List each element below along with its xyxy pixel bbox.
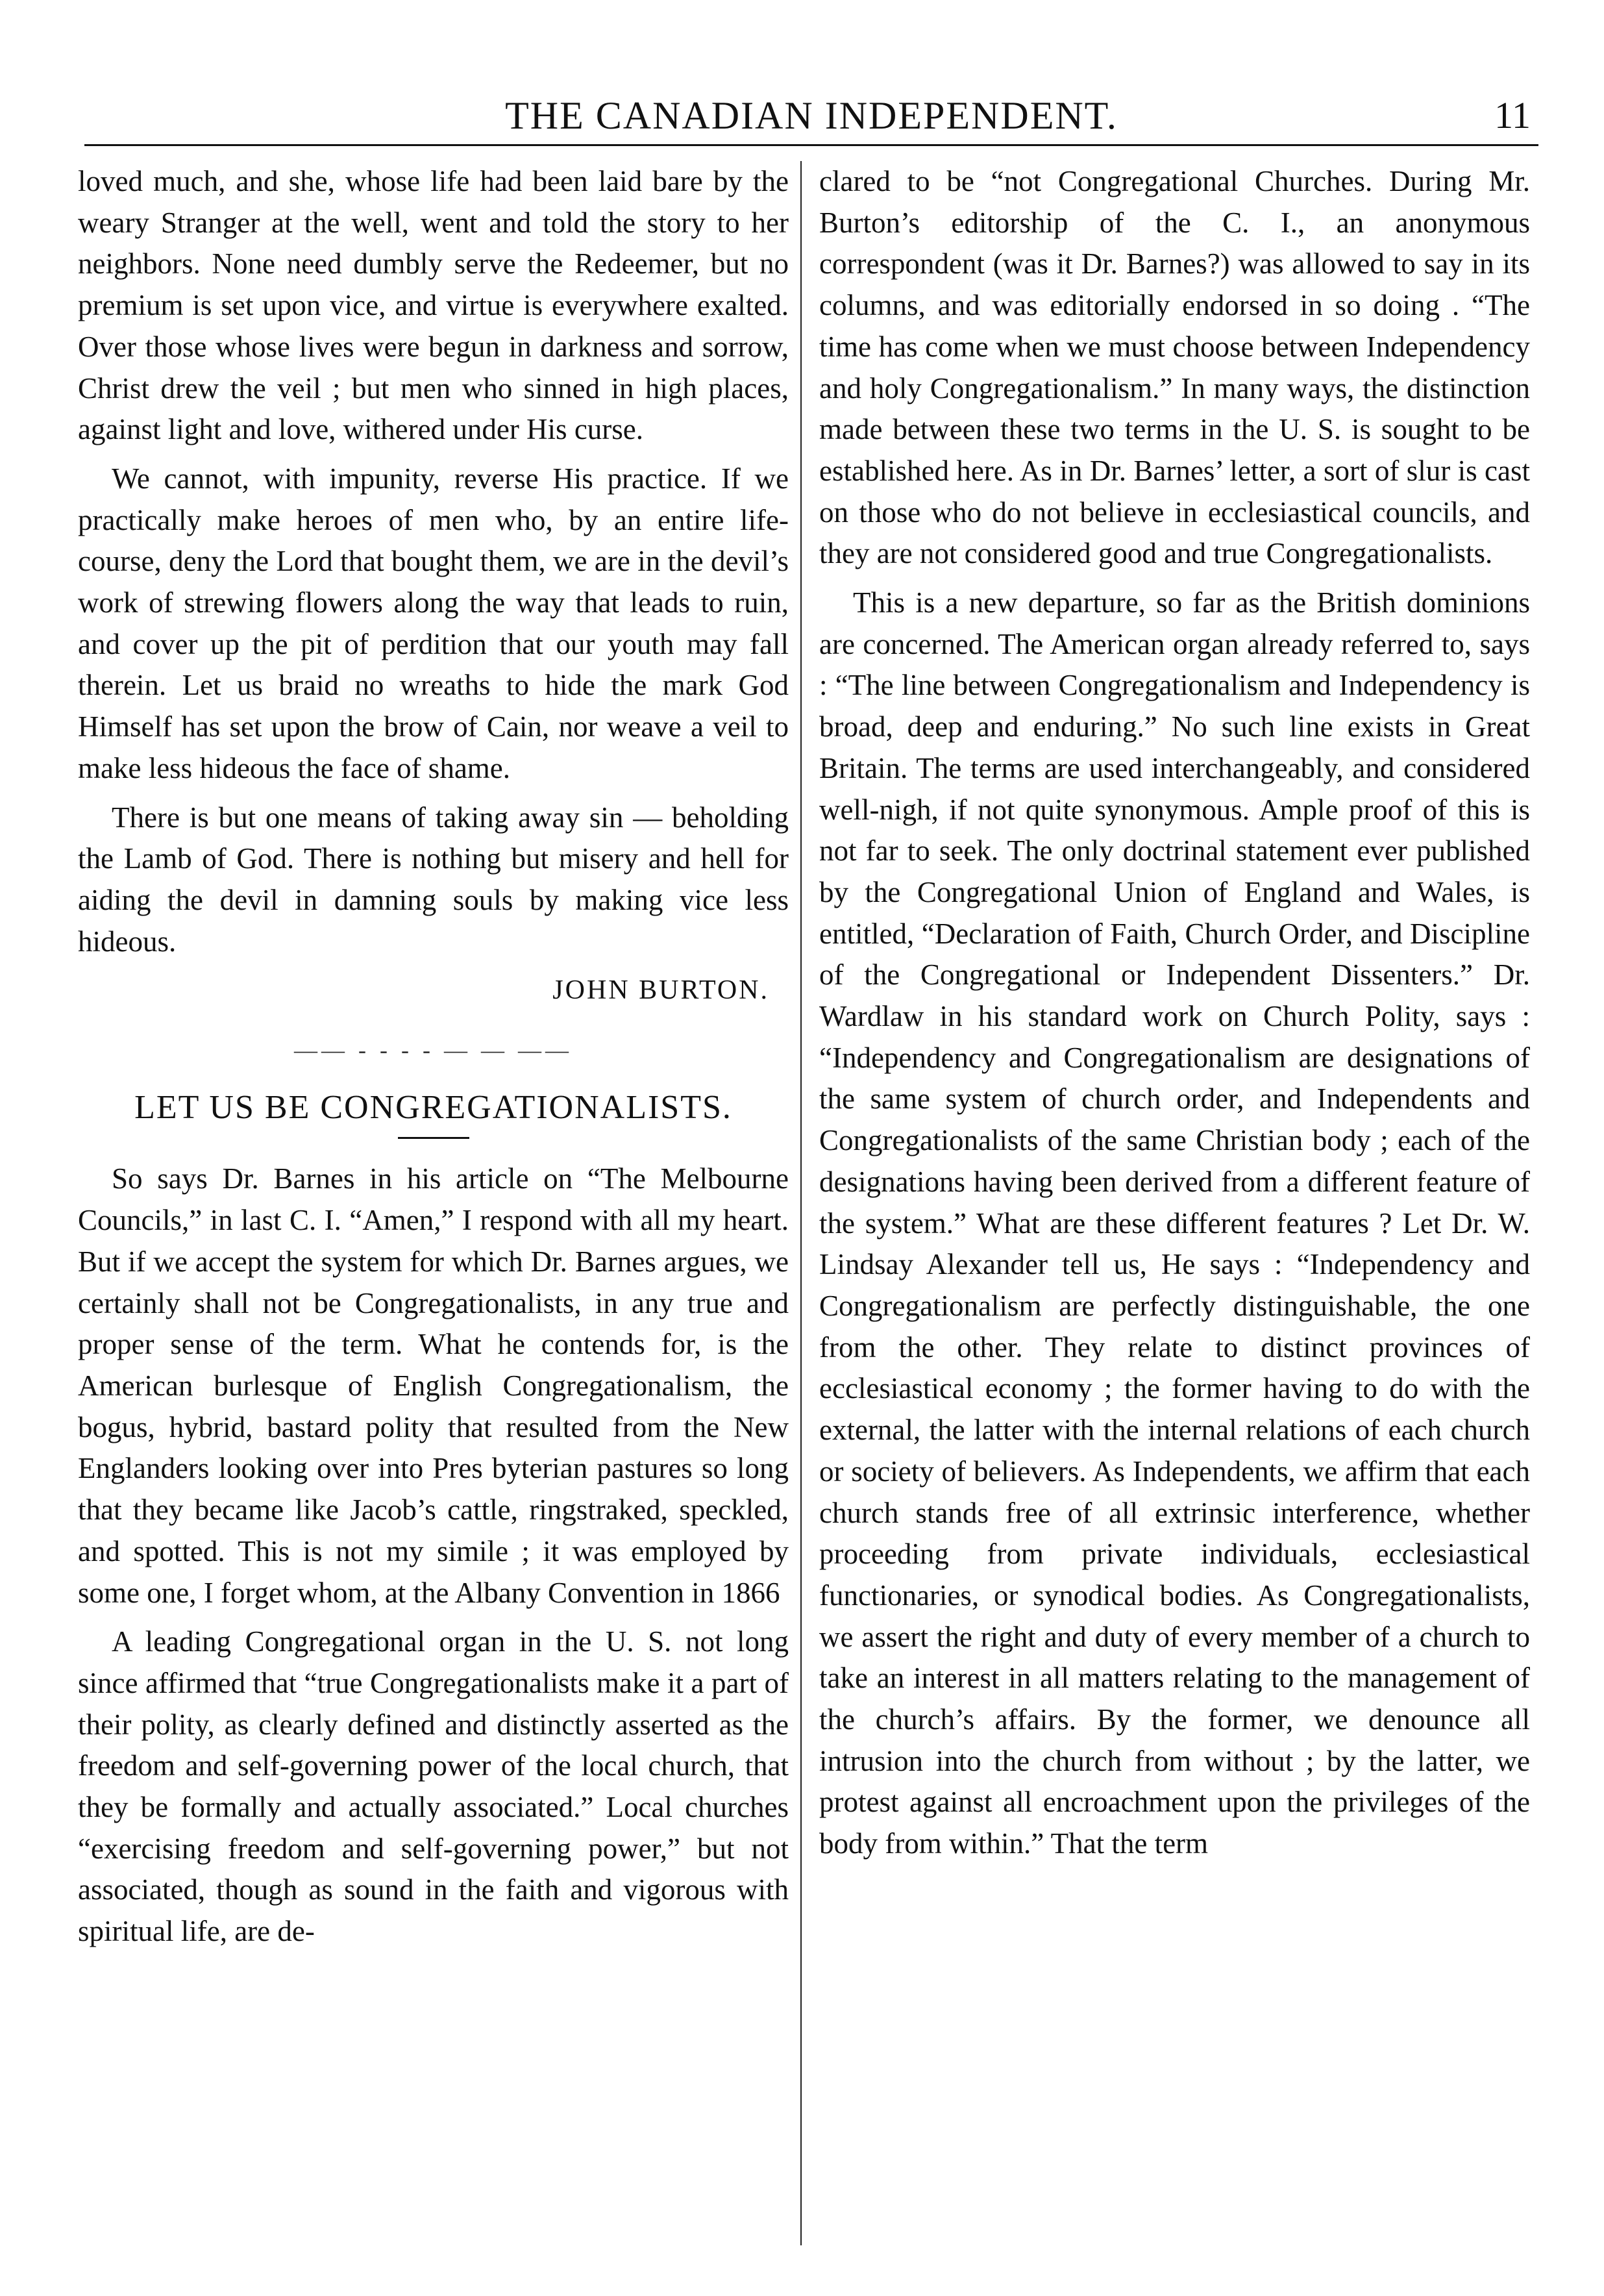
section-separator: —— - - - - — — —— [294, 1037, 573, 1064]
paragraph: So says Dr. Barnes in his article on “The Melbourne Councils,” in last C. I. “Amen,” I respond with all my heart. But if we accept the system for which Dr. Barnes argues, we certainly shall not be Congregationalists, in any true and proper sense of the term. What he contends for, is the American burlesque of English Congregationalism, the bogus, hybrid, bastard polity that resulted from the New Englanders looking over into Pres byterian pastures so long that they became like Jacob’s cattle, ringstraked, speckled, and spotted. This is not my simile ; it was employed by some one, I forget whom, at the Albany Convention in 1866 [78, 1162, 789, 1609]
column-divider [800, 161, 802, 2245]
paragraph: We cannot, with impunity, reverse His practice. If we practically make heroes of men who, by an entire life-course, deny the Lord that bought them, we are in the devil’s work of strewing flowers along the way that leads to ruin, and cover up the pit of perdition that our youth may fall therein. Let us braid no wreaths to hide the mark God Himself has set upon the brow of Cain, nor weave a veil to make less hideous the face of shame. [78, 462, 789, 784]
paragraph: There is but one means of taking away sin — beholding the Lamb of God. There is nothing but misery and hell for aiding the devil in damning souls by making vice less hideous. [78, 801, 789, 958]
right-column [819, 161, 1530, 2245]
page-number: 11 [1494, 94, 1531, 136]
paragraph: loved much, and she, whose life had been laid bare by the weary Stranger at the well, went and told the story to her neighbors. None need dumbly serve the Redeemer, but no premium is set upon vice, and virtue is everywhere exalted. Over those whose lives were begun in darkness and sorrow, Christ drew the veil ; but men who sinned in high places, against light and love, withered under His curse. [78, 165, 789, 446]
title-rule [398, 1137, 469, 1139]
publication-title: THE CANADIAN INDEPENDENT. [505, 94, 1118, 137]
paragraph: A leading Congregational organ in the U. S. not long since affirmed that “true Congregationalists make it a part of their polity, as clearly defined and distinctly asserted as the freedom and self-governing power of the local church, that they be formally and actually associated.” Local churches “exercising freedom and self-governing power,” but not associated, though as sound in the faith and vigorous with spiritual life, are de- [78, 1625, 789, 1948]
author-signature: JOHN BURTON. [552, 975, 769, 1006]
paragraph: clared to be “not Congregational Churches. During Mr. Burton’s editorship of the C. I., an anonymous correspondent (was it Dr. Barnes?) was allowed to say in its columns, and was editorially endorsed in so doing . “The time has come when we must choose between Independency and holy Congregationalism.” In many ways, the distinction made between these two terms in the U. S. is sought to be established here. As in Dr. Barnes’ letter, a sort of slur is cast on those who do not believe in ecclesiastical councils, and they are not considered good and true Congregationalists. [819, 165, 1530, 570]
left-column [78, 161, 789, 2245]
page-header [84, 90, 1538, 146]
paragraph: This is a new departure, so far as the British dominions are concerned. The American organ already referred to, says : “The line between Congregationalism and Independency is broad, deep and enduring.” No such line exists in Great Britain. The terms are used interchangeably, and considered well-nigh, if not quite synonymous. Ample proof of this is not far to seek. The only doctrinal statement ever published by the Congregational Union of England and Wales, is entitled, “Declaration of Faith, Church Order, and Discipline of the Congregational or Independent Dissenters.” Dr. Wardlaw in his standard work on Church Polity, says : “Independency and Congregationalism are designations of the same system of church order, and Independents and Congregationalists of the same Christian body ; each of the designations having been derived from a different feature of the system.” What are these different features ? Let Dr. W. Lindsay Alexander tell us, He says : “Independency and Congregationalism are perfectly distinguishable, the one from the other. They relate to distinct provinces of ecclesiastical economy ; the former having to do with the external, the latter with the internal relations of each church or society of believers. As Independents, we affirm that each church stands free of all extrinsic interference, whether proceeding from private individuals, ecclesiastical functionaries, or synodical bodies. As Congregationalists, we assert the right and duty of every member of a church to take an interest in all matters relating to the management of the church’s affairs. By the former, we denounce all intrusion into the church from without ; by the latter, we protest against all encroachment upon the privileges of the body from within.” That the term [819, 586, 1530, 1860]
article-title: LET US BE CONGREGATIONALISTS. [134, 1088, 732, 1126]
